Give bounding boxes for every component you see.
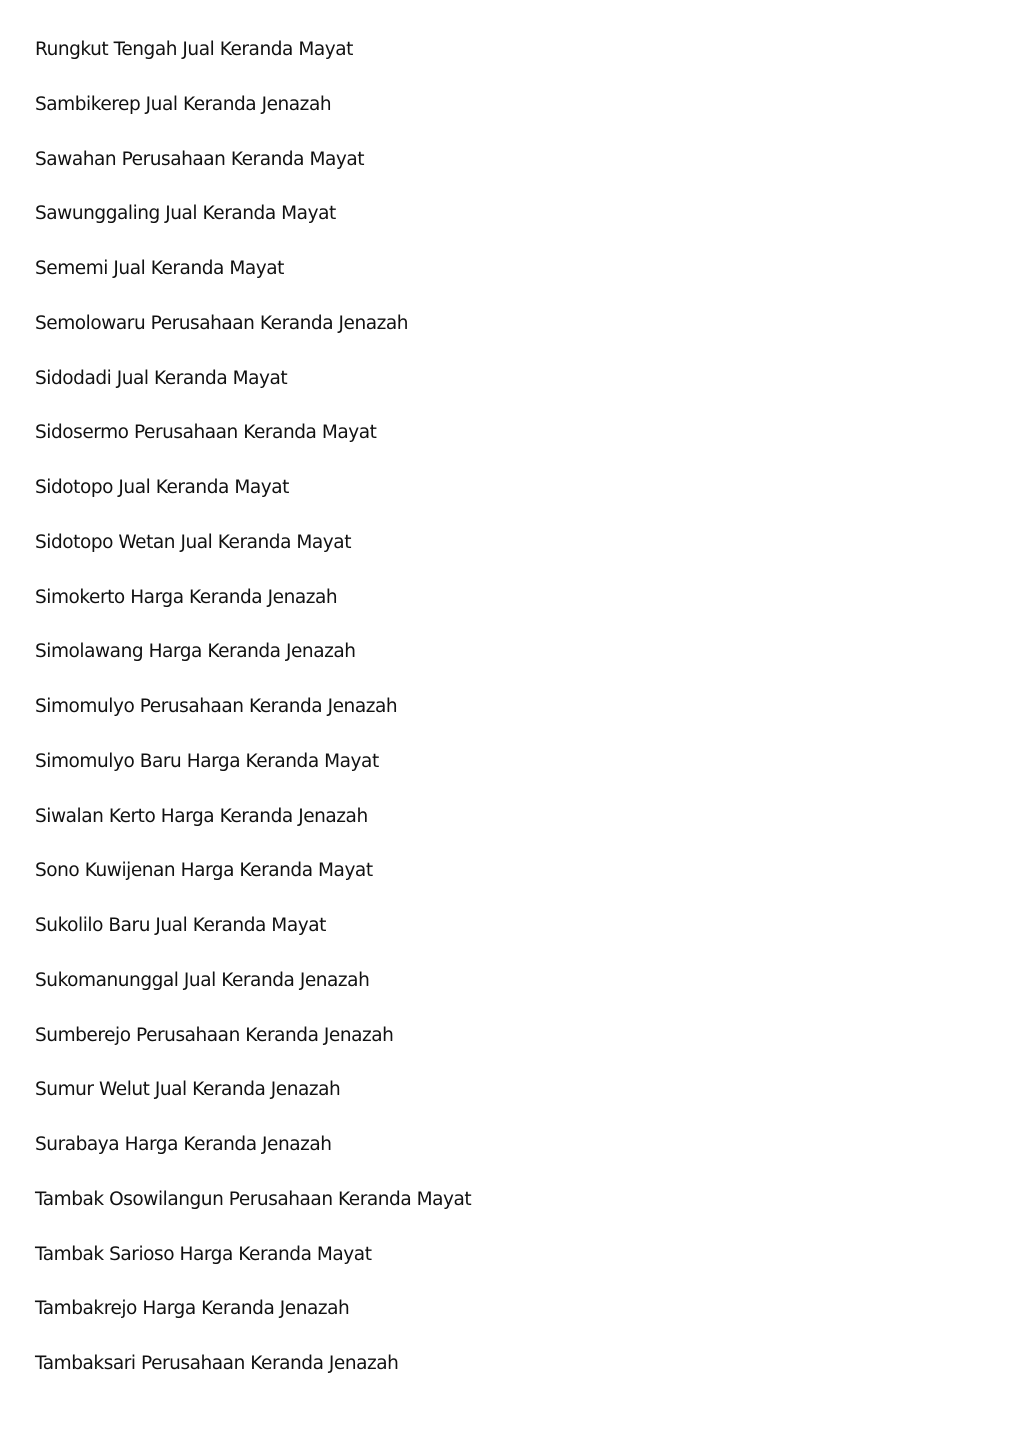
keyword-list [35, 36, 935, 1405]
list-item: Sawunggaling Jual Keranda Mayat [35, 203, 336, 225]
list-item: Surabaya Harga Keranda Jenazah [35, 1134, 332, 1155]
list-item: Simokerto Harga Keranda Jenazah [35, 586, 338, 608]
list-item: Tambak Osowilangun Perusahaan Keranda Mayat [35, 1188, 472, 1210]
list-item: Tambakrejo Harga Keranda Jenazah [35, 1298, 350, 1320]
list-item: Sukomanunggal Jual Keranda Jenazah [35, 969, 370, 991]
list-item: Siwalan Kerto Harga Keranda Jenazah [35, 805, 368, 827]
list-item: Sidotopo Jual Keranda Mayat [35, 477, 289, 498]
list-item: Sidotopo Wetan Jual Keranda Mayat [35, 531, 351, 553]
list-item: Sidodadi Jual Keranda Mayat [35, 367, 288, 389]
list-item: Tambak Sarioso Harga Keranda Mayat [35, 1243, 372, 1265]
list-item: Sumur Welut Jual Keranda Jenazah [35, 1079, 341, 1101]
list-item: Sukolilo Baru Jual Keranda Mayat [35, 915, 326, 936]
list-item: Sawahan Perusahaan Keranda Mayat [35, 148, 365, 170]
list-item: Sumberejo Perusahaan Keranda Jenazah [35, 1024, 394, 1046]
list-item: Simomulyo Baru Harga Keranda Mayat [35, 750, 379, 772]
list-item: Rungkut Tengah Jual Keranda Mayat [35, 39, 353, 60]
list-item: Semolowaru Perusahaan Keranda Jenazah [35, 312, 409, 334]
list-item: Simomulyo Perusahaan Keranda Jenazah [35, 696, 398, 717]
list-item: Sono Kuwijenan Harga Keranda Mayat [35, 860, 373, 882]
list-item: Sidosermo Perusahaan Keranda Mayat [35, 422, 377, 444]
list-item: Tambaksari Perusahaan Keranda Jenazah [35, 1353, 399, 1374]
list-item: Sememi Jual Keranda Mayat [35, 258, 284, 279]
list-item: Sambikerep Jual Keranda Jenazah [35, 93, 332, 115]
list-item: Simolawang Harga Keranda Jenazah [35, 641, 356, 663]
